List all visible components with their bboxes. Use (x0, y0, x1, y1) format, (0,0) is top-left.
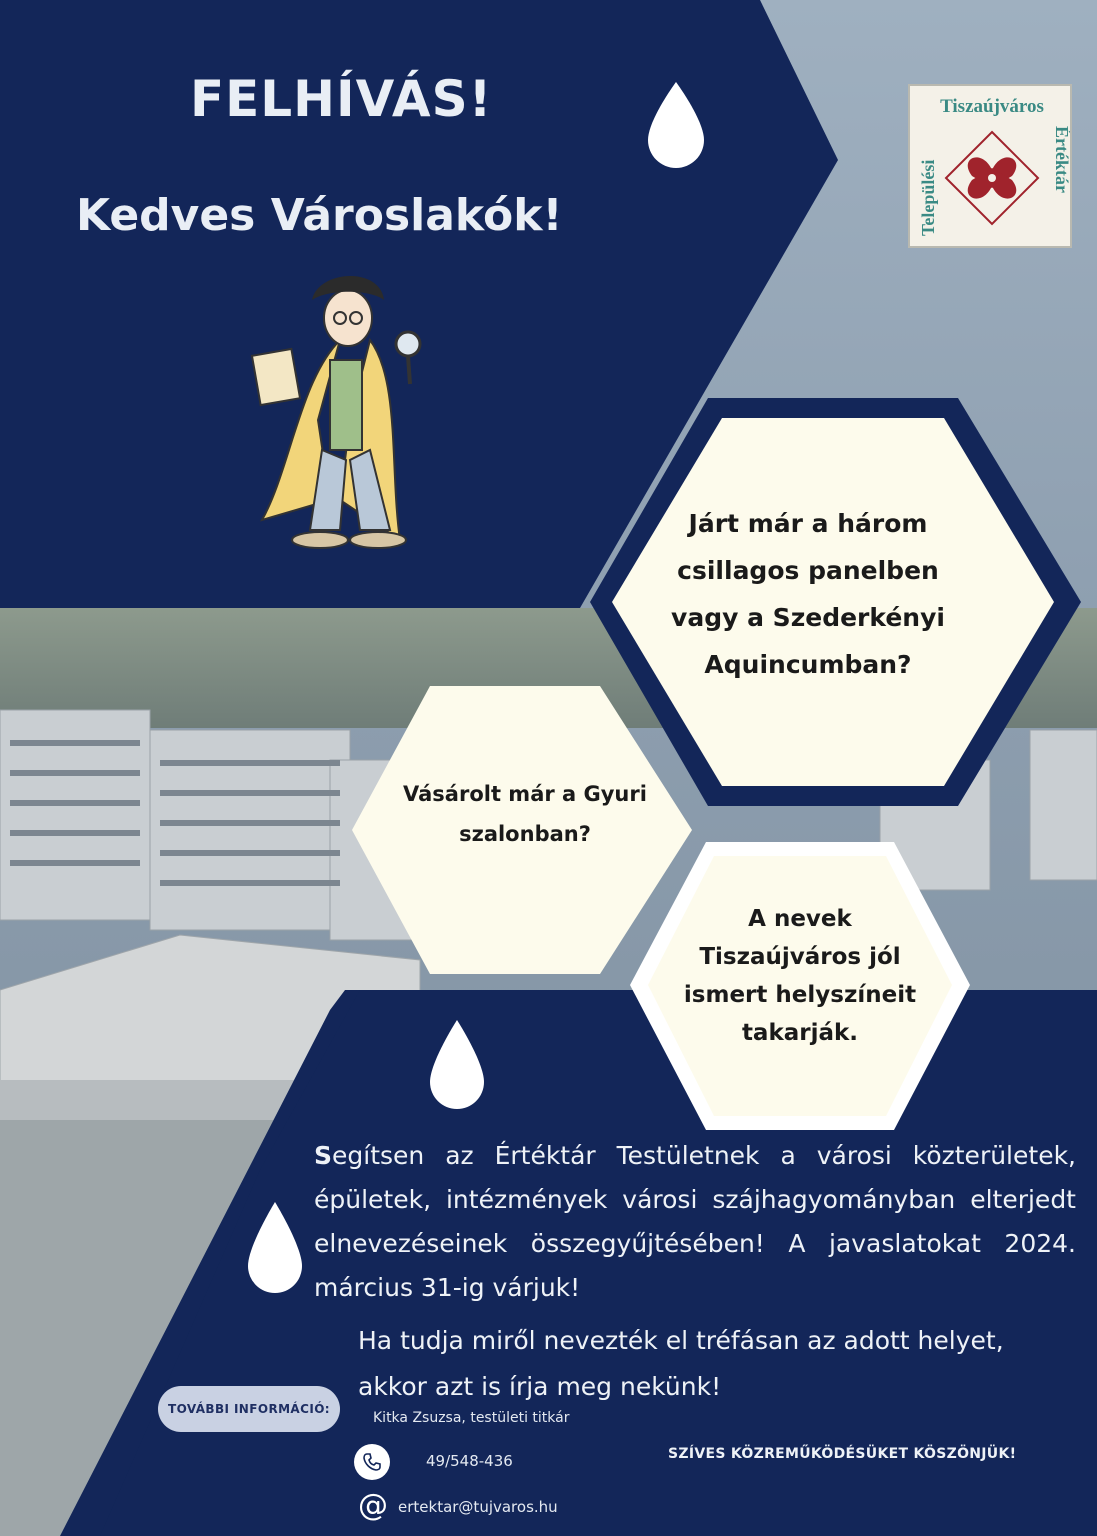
logo-top-text: Tiszaújváros (940, 96, 1044, 117)
names-hint: A nevek Tiszaújváros jól ismert helyszíneit takarják. (683, 906, 917, 1046)
question-gyuri-salon: Vásárolt már a Gyuri szalonban? (403, 782, 647, 846)
more-info-badge: TOVÁBBI INFORMÁCIÓ: (158, 1386, 340, 1432)
greeting-heading: Kedves Városlakók! (76, 190, 563, 241)
paragraph-text: egítsen az Értéktár Testületnek a városi közterületek, épületek, intézmények városi szájhagyományban elterjedt elnevezéseinek összegyűjtésében! A javaslatokat 2024. március 31-ig várjuk! (314, 1141, 1076, 1302)
secondary-paragraph: Ha tudja miről nevezték el tréfásan az adott helyet, akkor azt is írja meg nekünk! (358, 1326, 1004, 1401)
email-at-icon: @ (358, 1488, 388, 1523)
logo-right-text: Értéktár (1052, 126, 1070, 193)
contact-name: Kitka Zsuzsa, testületi titkár (373, 1410, 570, 1426)
phone-number[interactable]: 49/548-436 (426, 1452, 513, 1470)
email-address[interactable]: ertektar@tujvaros.hu (398, 1498, 558, 1516)
heart-ornament-icon (946, 132, 1038, 224)
call-to-action-paragraph (314, 1134, 1076, 1310)
thank-you-text: SZÍVES KÖZREMŰKÖDÉSÜKET KÖSZÖNJÜK! (668, 1446, 1017, 1462)
question-panel-visit: Járt már a három csillagos panelben vagy a Szederkényi Aquincumban? (671, 509, 945, 679)
tiszaujvaros-ertektar-logo (908, 84, 1072, 248)
logo-left-text: Települési (918, 159, 938, 236)
drop-cap: S (314, 1141, 333, 1170)
phone-icon (354, 1444, 390, 1480)
page-title: FELHÍVÁS! (190, 70, 493, 128)
